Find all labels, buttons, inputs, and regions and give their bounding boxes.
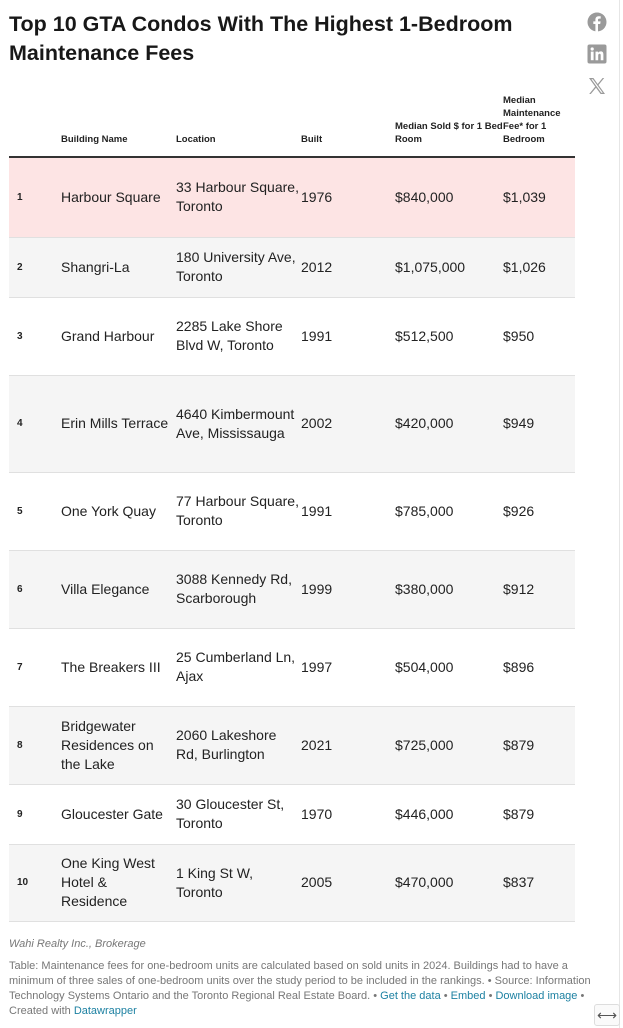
datawrapper-link[interactable]: Datawrapper (73, 1005, 137, 1017)
cell-building: Bridgewater Residences on the Lake (61, 717, 154, 772)
frame-border (619, 0, 620, 1028)
separator: • Created with (9, 990, 585, 1017)
cell-built: 1991 (301, 502, 333, 519)
cell-rank: 5 (17, 505, 23, 517)
facebook-share-button[interactable] (587, 12, 607, 32)
cell-location: 1 King St W, Toronto (176, 864, 254, 900)
page-title: Top 10 GTA Condos With The Highest 1-Bedroom Maintenance Fees (9, 12, 513, 65)
column-header-sold[interactable]: Median Sold $ for 1 Bed Room (395, 121, 503, 145)
cell-location: 77 Harbour Square, Toronto (176, 493, 299, 528)
facebook-icon (587, 12, 607, 32)
cell-rank: 8 (17, 739, 23, 751)
table-row (9, 375, 575, 472)
cell-building: Grand Harbour (61, 327, 155, 344)
cell-building: One York Quay (61, 502, 156, 519)
cell-built: 1997 (301, 658, 333, 675)
cell-sold: $420,000 (395, 415, 454, 431)
byline-credit: Wahi Realty Inc., Brokerage (9, 938, 146, 950)
cell-rank: 9 (17, 808, 23, 820)
table-row (9, 472, 575, 550)
cell-rank: 6 (17, 583, 23, 595)
linkedin-icon (587, 44, 607, 64)
cell-location: 33 Harbour Square, Toronto (176, 179, 299, 215)
download-image-link[interactable]: Download image (495, 990, 578, 1002)
column-header-location[interactable]: Location (176, 134, 216, 145)
cell-rank: 3 (17, 330, 23, 342)
cell-location: 2060 Lakeshore Rd, Burlington (176, 727, 277, 762)
cell-sold: $840,000 (395, 188, 454, 205)
cell-sold: $725,000 (395, 736, 454, 753)
notes-text: Table: Maintenance fees for one-bedroom units are calculated based on sold units in 2024. Buildings had to have a minimum of three sales of one-bedroom units over the study period to be included in the rankings. • Source: Information Technology Systems Ontario and the Toronto Regional Real Estate Board. • (9, 960, 591, 1002)
cell-fee: $879 (503, 736, 535, 753)
cell-location: 4640 Kimbermount Ave, Mississauga (176, 405, 295, 441)
x-icon (587, 76, 607, 96)
separator: • (485, 990, 496, 1002)
cell-location: 3088 Kennedy Rd, Scarborough (176, 571, 292, 606)
embed-link[interactable]: Embed (450, 990, 486, 1002)
separator: • (440, 990, 451, 1002)
data-table (9, 94, 575, 922)
cell-sold: $1,075,000 (395, 258, 466, 275)
resize-arrows-icon[interactable]: ⟷ (594, 1004, 620, 1026)
cell-fee: $1,039 (503, 188, 546, 205)
cell-building: Shangri-La (61, 258, 130, 275)
cell-fee: $949 (503, 415, 535, 431)
cell-sold: $446,000 (395, 805, 454, 822)
table-row (9, 844, 575, 921)
column-header-rank[interactable] (9, 94, 61, 157)
cell-building: The Breakers III (61, 658, 161, 675)
cell-rank: 7 (17, 661, 23, 673)
cell-building: Villa Elegance (61, 580, 150, 597)
cell-sold: $785,000 (395, 502, 454, 519)
cell-rank: 10 (17, 877, 29, 888)
cell-building: Erin Mills Terrace (61, 415, 169, 431)
cell-rank: 1 (17, 191, 23, 203)
cell-fee: $837 (503, 874, 535, 890)
table-row (9, 550, 575, 628)
cell-location: 25 Cumberland Ln, Ajax (176, 649, 296, 684)
cell-built: 1991 (301, 327, 333, 344)
cell-fee: $950 (503, 327, 535, 344)
cell-built: 2002 (301, 415, 333, 431)
cell-fee: $879 (503, 805, 535, 822)
cell-built: 2021 (301, 736, 333, 753)
table-row (9, 297, 575, 375)
cell-rank: 4 (17, 418, 23, 429)
cell-building: Gloucester Gate (61, 805, 163, 822)
cell-built: 1999 (301, 580, 333, 597)
table-header-row (9, 94, 575, 157)
column-header-fee[interactable]: Median Maintenance Fee* for 1 Bedroom (503, 95, 561, 145)
cell-fee: $1,026 (503, 258, 546, 275)
table-row (9, 237, 575, 297)
cell-built: 1976 (301, 188, 333, 205)
cell-fee: $926 (503, 502, 535, 519)
cell-sold: $470,000 (395, 874, 454, 890)
cell-location: 2285 Lake Shore Blvd W, Toronto (176, 318, 283, 353)
cell-fee: $896 (503, 658, 535, 675)
table-row (9, 706, 575, 784)
cell-sold: $380,000 (395, 580, 454, 597)
cell-building: One King West Hotel & Residence (61, 855, 155, 909)
cell-built: 2005 (301, 874, 333, 890)
table-row (9, 784, 575, 844)
x-share-button[interactable] (587, 76, 607, 96)
cell-fee: $912 (503, 580, 535, 597)
cell-location: 180 University Ave, Toronto (176, 249, 296, 284)
cell-location: 30 Gloucester St, Toronto (176, 796, 285, 831)
cell-built: 1970 (301, 805, 333, 822)
cell-rank: 2 (17, 261, 23, 273)
linkedin-share-button[interactable] (587, 44, 607, 64)
table-row (9, 157, 575, 237)
cell-built: 2012 (301, 258, 333, 275)
table-row (9, 628, 575, 706)
cell-sold: $504,000 (395, 658, 454, 675)
cell-sold: $512,500 (395, 327, 454, 344)
cell-building: Harbour Square (61, 188, 161, 205)
column-header-built[interactable]: Built (301, 134, 323, 145)
table-notes (9, 959, 599, 1019)
column-header-building[interactable]: Building Name (61, 134, 128, 145)
get-the-data-link[interactable]: Get the data (380, 990, 441, 1002)
